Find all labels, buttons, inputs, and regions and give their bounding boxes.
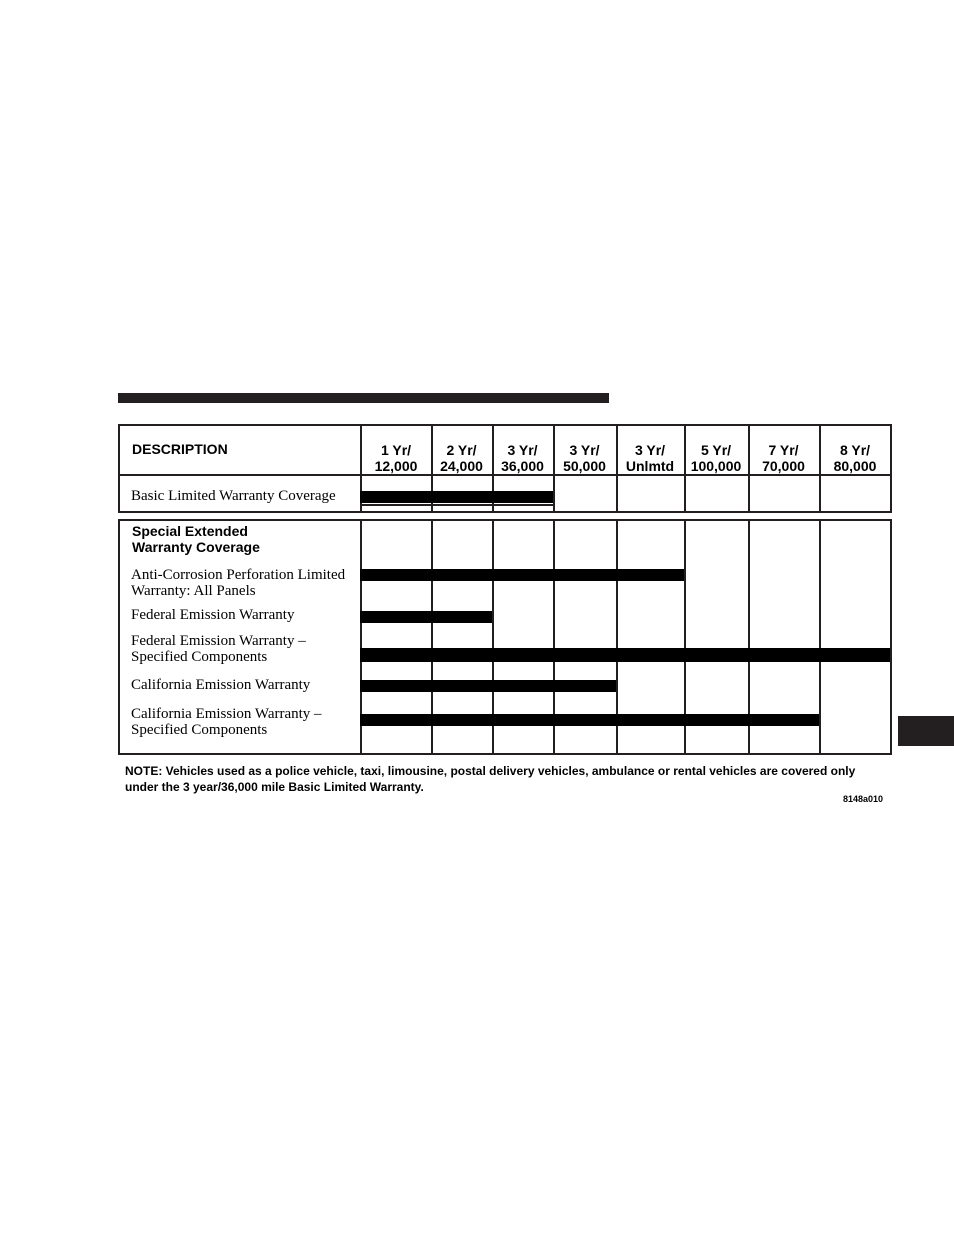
row-label-federal-emission: Federal Emission Warranty [131,607,295,623]
column-header-5: 3 Yr/ Unlmtd [625,442,675,474]
coverage-bar-basic [360,491,553,503]
coverage-bar-3 [360,648,890,662]
column-divider [819,426,821,511]
coverage-bar-2 [360,611,492,623]
figure-id: 8148a010 [843,794,884,804]
header-divider [119,474,891,476]
column-divider [616,426,618,511]
description-header: DESCRIPTION [132,441,228,457]
warranty-note: NOTE: Vehicles used as a police vehicle, taxi, limousine, postal delivery vehicles, ambulance or rental vehicles are covered only under the 3 year/36,000 mile Basic Limited Warranty. [125,764,856,794]
column-divider [553,426,555,511]
row-label-federal-emission-components: Federal Emission Warranty – Specified Components [131,633,306,665]
row-divider [360,504,553,506]
row-label-california-emission-components: California Emission Warranty – Specified Components [131,706,322,738]
row-label-anti-corrosion: Anti-Corrosion Perforation Limited Warranty: All Panels [131,567,346,599]
row-label-california-emission: California Emission Warranty [131,677,311,693]
column-header-3: 3 Yr/ 36,000 [501,442,544,474]
chapter-tab [898,716,954,746]
column-divider [684,426,686,511]
column-header-4: 3 Yr/ 50,000 [563,442,606,474]
column-divider [819,521,821,753]
column-header-8: 8 Yr/ 80,000 [833,442,877,474]
column-header-6: 5 Yr/ 100,000 [690,442,742,474]
coverage-bar-4 [360,680,616,692]
column-header-2: 2 Yr/ 24,000 [440,442,483,474]
column-divider [748,426,750,511]
column-header-7: 7 Yr/ 70,000 [762,442,805,474]
section-rule [118,393,609,403]
column-header-1: 1 Yr/ 12,000 [374,442,418,474]
coverage-bar-5 [360,714,819,726]
coverage-bar-1 [360,569,684,581]
special-section-title: Special Extended Warranty Coverage [132,523,260,555]
basic-warranty-label: Basic Limited Warranty Coverage [131,488,336,504]
